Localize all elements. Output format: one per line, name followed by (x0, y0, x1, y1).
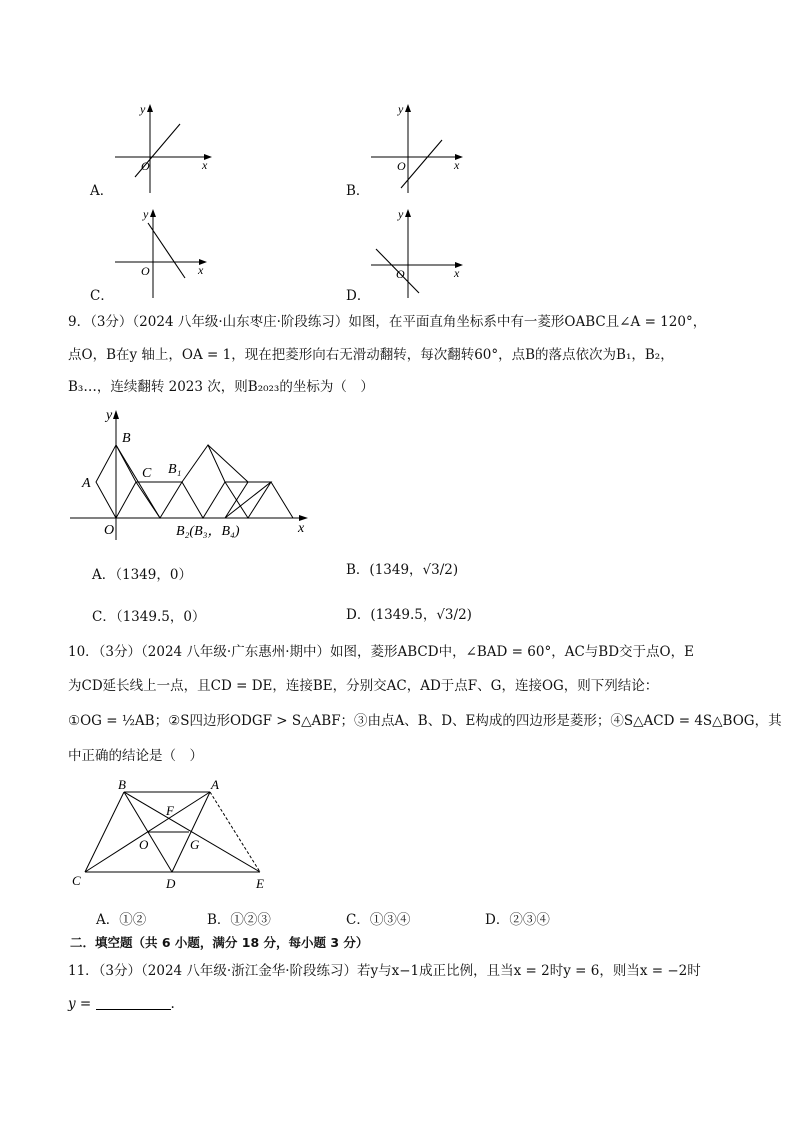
svg-text:F: F (166, 803, 174, 818)
svg-text:y: y (143, 207, 149, 221)
q8-option-b[interactable] (346, 100, 476, 199)
svg-text:G: G (190, 837, 200, 852)
q11-answer-prefix: y = (68, 996, 92, 1012)
svg-text:y: y (140, 102, 146, 116)
q9-text-line-3: B₃…，连续翻转 2023 次，则B₂₀₂₃的坐标为（ ） (68, 379, 374, 395)
svg-text:E: E (256, 876, 264, 891)
svg-text:x: x (454, 158, 460, 172)
svg-text:C: C (142, 466, 152, 481)
q10-text-line-2: 为CD延长线上一点，且CD = DE，连接BE，分别交AC，AD于点F、G，连接OG，则下列结论： (68, 678, 659, 694)
svg-text:x: x (454, 266, 460, 280)
svg-text:y: y (398, 207, 404, 221)
svg-text:y: y (398, 102, 404, 116)
option-label: A． (90, 183, 114, 199)
q8-option-d[interactable] (346, 205, 476, 304)
option-label: B． (346, 183, 370, 199)
q9-figure (68, 405, 318, 545)
option-label: C． (90, 288, 114, 304)
q11-answer-blank[interactable] (96, 995, 171, 1010)
graph-c (90, 205, 220, 300)
q10-text-line-4: 中正确的结论是（ ） (68, 748, 203, 764)
svg-text:B: B (122, 431, 131, 446)
q10-option-d[interactable]: D．②③④ (485, 912, 550, 928)
q9-text-line-2: 点O，B在y 轴上，OA = 1，现在把菱形向右无滑动翻转，每次翻转60°，点B的落点依次为B₁，B₂， (68, 347, 674, 363)
svg-text:B₁: B₁ (168, 462, 182, 477)
q11-answer-suffix: . (170, 996, 175, 1012)
svg-text:O: O (397, 159, 406, 173)
svg-text:O: O (104, 523, 115, 538)
q10-text-line-3: ①OG = ½AB；②S四边形ODGF > S△ABF；③由点A、B、D、E构成的四边形是菱形；④S△ACD = 4S△BOG，其 (68, 713, 782, 729)
section-heading: 二．填空题（共 6 小题，满分 18 分，每小题 3 分） (70, 935, 369, 950)
q9-option-c[interactable]: C．（1349.5，0） (92, 609, 206, 625)
q9-option-b[interactable]: B．(1349，√3/2) (346, 562, 459, 578)
q9-option-d[interactable]: D．(1349.5，√3/2) (346, 607, 472, 623)
q10-option-a[interactable]: A．①② (96, 912, 147, 928)
svg-text:D: D (166, 876, 176, 891)
svg-text:O: O (139, 837, 149, 852)
svg-text:y: y (106, 408, 113, 423)
svg-text:B₂(B₃，B₄): B₂(B₃，B₄) (176, 524, 240, 539)
svg-text:O: O (141, 159, 150, 173)
q8-option-a[interactable] (90, 100, 220, 199)
svg-text:x: x (298, 521, 305, 536)
svg-text:A: A (82, 476, 91, 491)
svg-text:O: O (141, 264, 150, 278)
q10-text-line-1: 10．（3分）（2024 八年级·广东惠州·期中）如图，菱形ABCD中，∠BAD = 60°，AC与BD交于点O，E (68, 644, 694, 660)
q8-option-c[interactable] (90, 205, 220, 304)
option-label: D． (346, 288, 371, 304)
svg-text:C: C (72, 873, 81, 888)
svg-text:x: x (202, 158, 208, 172)
graph-b (346, 100, 476, 195)
q11-text-line-1: 11．（3分）（2024 八年级·浙江金华·阶段练习）若y与x−1成正比例，且当x = 2时y = 6，则当x = −2时 (68, 963, 701, 979)
graph-d (346, 205, 476, 300)
svg-text:x: x (198, 263, 204, 277)
svg-text:A: A (211, 777, 219, 792)
q9-option-a[interactable]: A．（1349，0） (92, 567, 192, 583)
q10-option-b[interactable]: B．①②③ (207, 912, 271, 928)
q9-text-line-1: 9．（3分）（2024 八年级·山东枣庄·阶段练习）如图，在平面直角坐标系中有一菱形OABC且∠A = 120°， (68, 314, 707, 330)
svg-text:B: B (118, 777, 126, 792)
q10-option-c[interactable]: C．①③④ (346, 912, 411, 928)
q11-text-line-2 (68, 994, 175, 1014)
graph-a (90, 100, 220, 195)
svg-text:O: O (396, 267, 405, 281)
q10-figure (68, 775, 288, 895)
